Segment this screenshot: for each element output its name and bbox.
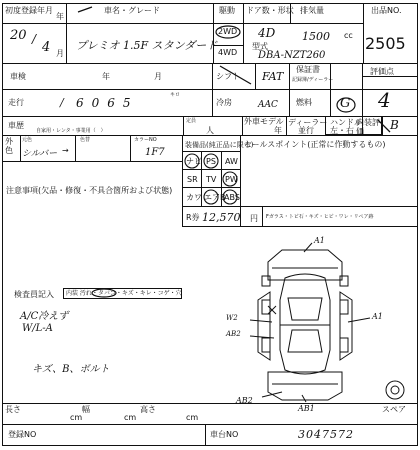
note-line-2: W/L-A — [22, 323, 53, 334]
chassis-no-value: 3047572 — [298, 428, 354, 441]
equipment-sr: SR — [187, 175, 198, 184]
first-reg-label: 初度登録年月 — [5, 6, 53, 15]
fuel-label: 燃料 — [296, 98, 312, 107]
warranty-label: 保証書 — [296, 65, 320, 74]
car-name-value: プレミオ 1.5F スタンダード — [76, 39, 218, 52]
import-year-unit: 年 — [274, 126, 282, 135]
inspection-year-unit: 年 — [102, 72, 110, 81]
interior-score-value: B — [390, 118, 399, 132]
door-shape-label: ドア数・形状 — [246, 6, 294, 15]
reg-year-value: 20 — [10, 28, 27, 43]
capacity-unit: 人 — [206, 126, 214, 135]
cc-unit: cc — [344, 31, 353, 40]
equipment-navi: ナビ — [186, 157, 202, 166]
shift-label: シフト — [216, 72, 240, 81]
diagram-mark-front: A1 — [314, 236, 325, 245]
mileage-value: 6065 — [76, 96, 139, 110]
aircon-value: AAC — [258, 100, 278, 110]
displacement-label: 排気量 — [300, 6, 324, 15]
length-unit: cm — [70, 413, 83, 422]
color-arrow: → — [62, 146, 69, 155]
original-color-label: 元色 — [22, 137, 33, 143]
equipment-pw: PW — [225, 175, 238, 184]
width-unit: cm — [124, 413, 137, 422]
car-name-label: 車名・グレード — [104, 6, 160, 15]
score-value: 4 — [378, 88, 391, 112]
diagram-mark-right: A1 — [372, 312, 383, 321]
aircon-label: 冷房 — [216, 98, 232, 107]
sales-point-label: セールスポイント(正常に作動するもの) — [244, 140, 386, 149]
import-model-label: 外車モデル — [244, 117, 284, 126]
handle-value: 左・右 — [330, 126, 354, 135]
repaint-label: 色替 — [80, 137, 91, 143]
reg-slash: / — [32, 32, 37, 46]
exterior-color-label: 外色 — [5, 137, 13, 155]
drive-4wd-label: 4WD — [218, 48, 238, 57]
length-label: 長さ — [5, 405, 21, 414]
model-code-value: DBA-NZT260 — [258, 50, 326, 61]
r-ticket-unit: 円 — [250, 214, 258, 223]
equipment-airbag: エアB — [204, 193, 226, 202]
inspection-label: 車検 — [10, 72, 26, 81]
exterior-color-value: シルバー — [22, 149, 58, 159]
inspection-month-unit: 月 — [154, 72, 162, 81]
km-unit: キロ — [170, 92, 181, 98]
door-count-value: 4D — [258, 26, 276, 40]
dealer-label: ディーラー — [288, 118, 328, 127]
color-no-value: 1F7 — [145, 147, 165, 158]
color-no-label: カラーNO — [134, 137, 157, 143]
inspector-label: 検査員記入 — [14, 290, 54, 299]
reg-no-label: 登録NO — [8, 430, 37, 439]
equipment-abs: ABS — [224, 193, 240, 202]
height-label: 高さ — [140, 405, 156, 414]
warranty-sub-label: 記録簿/ディーラー — [292, 77, 334, 83]
month-unit: 月 — [56, 49, 64, 58]
equipment-aw: AW — [225, 157, 238, 166]
diagram-mark-left-ab: AB2 — [226, 330, 241, 338]
inspector-options: 内装 汚れ・タバコ・キズ・キレ・コゲ・穴 — [66, 290, 182, 297]
diagram-mark-rear: AB1 — [298, 404, 315, 413]
equipment-leather: カワ — [186, 193, 202, 202]
diagram-mark-rear-left: AB2 — [236, 396, 253, 405]
interior-score-label: 内装評価 — [356, 118, 380, 136]
listing-no-value: 2505 — [365, 34, 406, 53]
width-label: 幅 — [82, 405, 90, 414]
caution-label: 注意事項(欠品・修復・不具合箇所および状態) — [6, 186, 173, 195]
r-ticket-value: 12,570 — [202, 211, 241, 224]
model-label: 型式 — [252, 42, 268, 51]
chassis-no-label: 車台NO — [210, 430, 239, 439]
fuel-value: G — [340, 96, 351, 111]
equipment-ps: PS — [206, 157, 216, 166]
equipment-tv: TV — [206, 175, 217, 184]
capacity-label: 定員 — [186, 118, 197, 124]
note-line-3: キズ、B、ボルト — [32, 364, 110, 375]
drive-2wd-label: 2WD — [218, 27, 238, 36]
displacement-value: 1500 — [302, 30, 330, 43]
history-label: 車歴 — [8, 121, 24, 130]
score-label: 評価点 — [370, 67, 394, 76]
drive-label: 駆動 — [219, 6, 235, 15]
dealer-parallel-label: 並行 — [298, 126, 314, 135]
height-unit: cm — [186, 413, 199, 422]
spare-label: スペア — [382, 405, 406, 414]
year-unit: 年 — [56, 12, 64, 21]
listing-no-label: 出品NO. — [371, 6, 402, 15]
shift-value: FAT — [262, 70, 284, 83]
handle-label: ハンドル — [330, 118, 362, 127]
mileage-prefix: / — [60, 96, 64, 109]
note-line-1: A/C冷えず — [20, 311, 69, 322]
r-ticket-label: R券 — [186, 213, 200, 222]
diagram-mark-left-w: W2 — [226, 314, 238, 322]
mileage-label: 走行 — [8, 98, 24, 107]
reg-month-value: 4 — [42, 40, 51, 55]
equipment-label: 装備品(純正品に限る) — [185, 141, 254, 149]
glass-note: Fガラス・トビ石・キズ・ヒビ・ワレ・リペア跡 — [266, 214, 374, 220]
history-options: 自家用・レンタ・事業用（ ） — [36, 128, 106, 134]
